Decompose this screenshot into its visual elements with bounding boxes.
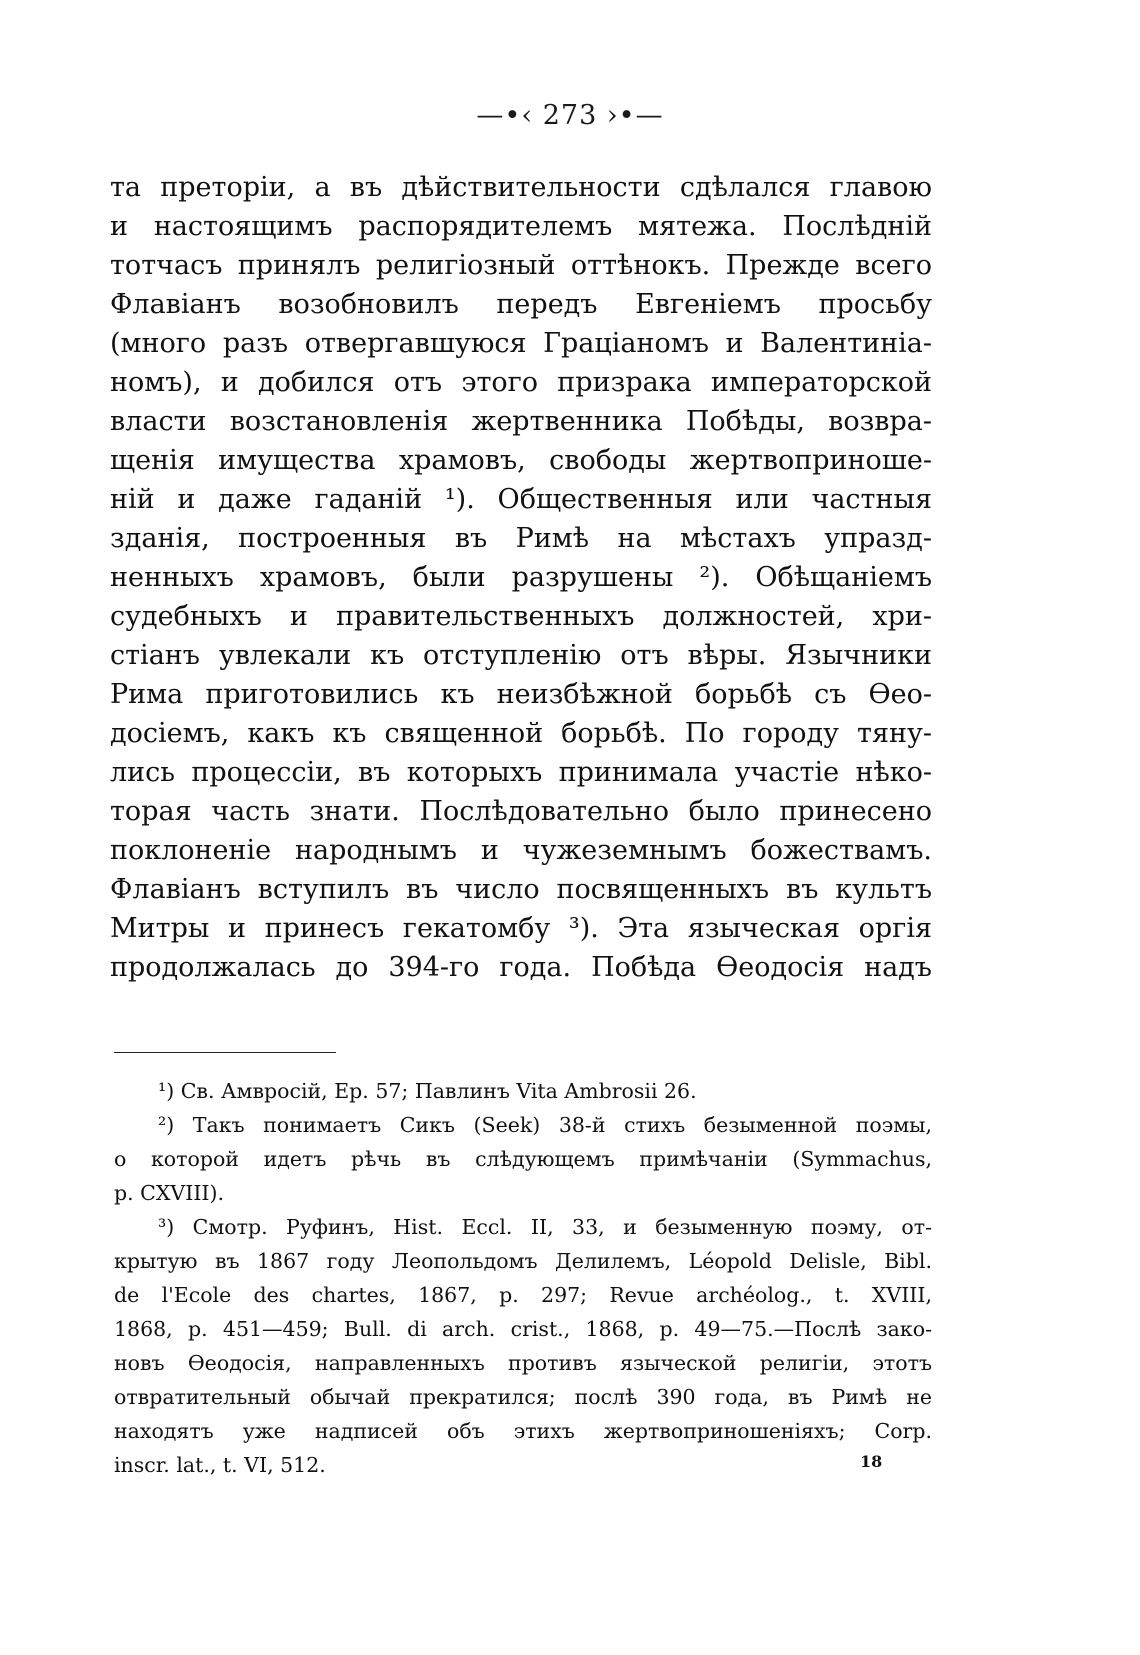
text-line: номъ), и добился отъ этого призрака императорской xyxy=(110,367,932,398)
text-line: лись процессіи, въ которыхъ принимала участіе нѣко- xyxy=(110,757,932,788)
footnote-line: p. CXVIII). xyxy=(114,1181,225,1205)
text-line: досіемъ, какъ къ священной борьбѣ. По городу тяну- xyxy=(110,718,932,749)
text-line: власти возстановленія жертвенника Побѣды, возвра- xyxy=(110,406,932,437)
footnote-line: отвратительный обычай прекратился; послѣ 390 года, въ Римѣ не xyxy=(114,1385,932,1409)
text-line: щенія имущества храмовъ, свободы жертвоприноше- xyxy=(110,445,932,476)
text-line: торая часть знати. Послѣдовательно было принесено xyxy=(110,796,932,827)
footnote-line: ¹) Св. Амвросій, Ер. 57; Павлинъ Vita Ambrosii 26. xyxy=(158,1079,697,1103)
text-line: зданія, построенныя въ Римѣ на мѣстахъ упразд- xyxy=(110,523,932,554)
text-line: продолжалась до 394-го года. Побѣда Ѳеодосія надъ xyxy=(110,952,932,983)
footnote-line: inscr. lat., t. VI, 512. xyxy=(114,1453,326,1477)
footnote-rule xyxy=(114,1052,336,1053)
text-line: стіанъ увлекали къ отступленію отъ вѣры. Язычники xyxy=(110,640,932,671)
footnote-line: 1868, p. 451—459; Bull. di arch. crist., 1868, p. 49—75.—Послѣ зако- xyxy=(114,1317,932,1341)
signature-number: 18 xyxy=(860,1452,883,1471)
text-line: поклоненіе народнымъ и чужеземнымъ божествамъ. xyxy=(110,835,932,866)
text-line: судебныхъ и правительственныхъ должностей, хри- xyxy=(110,601,932,632)
footnote-line: крытую въ 1867 году Леопольдомъ Делилемъ, Léopold Delisle, Bibl. xyxy=(114,1249,932,1273)
text-line: Флавіанъ возобновилъ передъ Евгеніемъ просьбу xyxy=(110,289,932,320)
footnote-line: находятъ уже надписей объ этихъ жертвоприношеніяхъ; Corp. xyxy=(114,1419,932,1443)
footnotes xyxy=(114,1074,932,1482)
page-header xyxy=(0,100,1140,131)
footnote-line: о которой идетъ рѣчь въ слѣдующемъ примѣчаніи (Symmachus, xyxy=(114,1147,932,1171)
text-line: ній и даже гаданій ¹). Общественныя или частныя xyxy=(110,484,932,515)
text-line: та преторіи, а въ дѣйствительности сдѣлался главою xyxy=(110,172,932,203)
text-line: тотчасъ принялъ религіозный оттѣнокъ. Прежде всего xyxy=(110,250,932,281)
text-line: (много разъ отвергавшуюся Граціаномъ и Валентиніа- xyxy=(110,328,932,359)
text-line: и настоящимъ распорядителемъ мятежа. Послѣдній xyxy=(110,211,932,242)
footnote-line: ³) Смотр. Руфинъ, Hist. Eccl. II, 33, и безыменную поэму, от- xyxy=(158,1215,932,1239)
text-line: Рима приготовились къ неизбѣжной борьбѣ съ Ѳео- xyxy=(110,679,932,710)
main-text xyxy=(110,168,932,987)
footnote-line: новъ Ѳеодосія, направленныхъ противъ языческой религіи, этотъ xyxy=(114,1351,932,1375)
page-number: —•‹ 273 ›•— xyxy=(476,100,664,131)
text-line: Митры и принесъ гекатомбу ³). Эта языческая оргія xyxy=(110,913,932,944)
text-line: Флавіанъ вступилъ въ число посвященныхъ въ культъ xyxy=(110,874,932,905)
footnote-line: de l'Ecole des chartes, 1867, p. 297; Revue archéolog., t. XVIII, xyxy=(114,1283,932,1307)
footnote-line: ²) Такъ понимаетъ Сикъ (Seek) 38-й стихъ безыменной поэмы, xyxy=(158,1113,932,1137)
text-line: ненныхъ храмовъ, были разрушены ²). Обѣщаніемъ xyxy=(110,562,932,593)
